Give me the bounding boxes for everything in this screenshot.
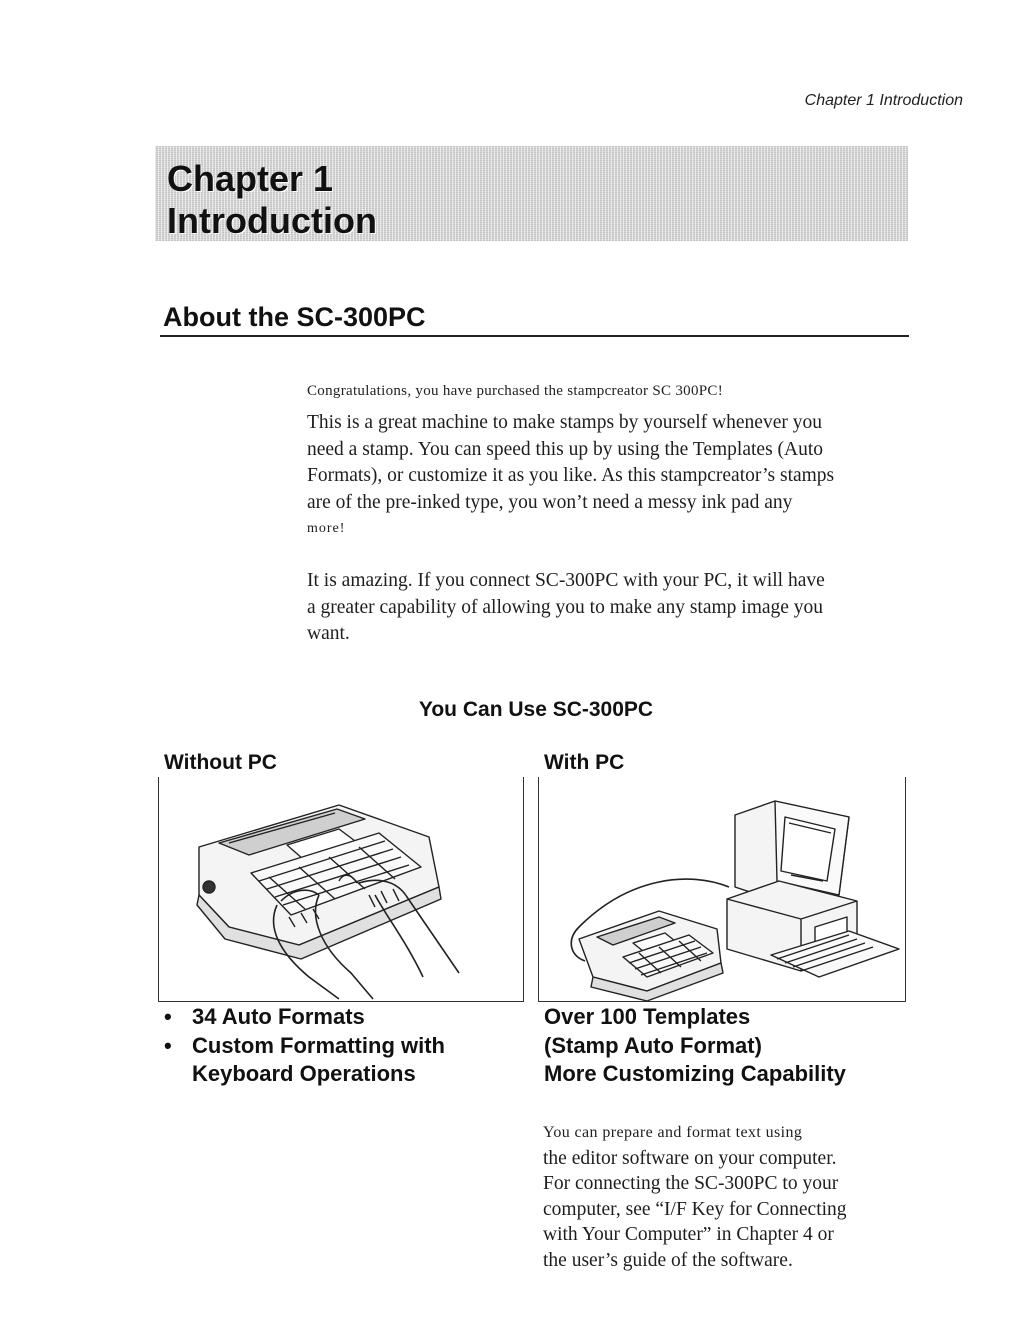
pc-connection-illustration [538,777,906,1002]
paragraph-line: are of the pre-inked type, you won’t need a messy ink pad any [307,491,793,513]
paragraph-line: the user’s guide of the software. [543,1249,793,1271]
paragraph-line: the editor software on your computer. [543,1147,837,1169]
running-header: Chapter 1 Introduction [804,92,963,109]
with-pc-paragraph [543,1120,903,1273]
paragraph-line: computer, see “I/F Key for Connecting [543,1198,847,1220]
section-rule [160,335,909,337]
intro-lead: Congratulations, you have purchased the stampcreator SC 300PC! [307,383,724,399]
paragraph-line: need a stamp. You can speed this up by using the Templates (Auto [307,438,824,460]
list-item [160,1032,530,1089]
chapter-number: Chapter 1 [167,158,334,199]
paragraph-line: a greater capability of allowing you to make any stamp image you [307,596,824,618]
with-pc-features [544,1003,914,1089]
paragraph-line: more! [307,521,346,536]
without-pc-heading: Without PC [164,751,277,774]
paragraph-line: want. [307,623,350,644]
without-pc-features [160,1003,530,1089]
feature-text: Custom Formatting with [192,1032,445,1058]
list-item [160,1003,530,1032]
paragraph-line: with Your Computer” in Chapter 4 or [543,1224,834,1245]
feature-text: 34 Auto Formats [192,1004,365,1029]
paragraph-line: It is amazing. If you connect SC-300PC with your PC, it will have [307,570,825,591]
typing-illustration [158,777,524,1002]
feature-text-continued: Keyboard Operations [192,1061,416,1086]
use-heading: You Can Use SC-300PC [418,698,654,721]
feature-text: More Customizing Capability [544,1061,846,1086]
feature-text: Over 100 Templates [544,1004,751,1029]
bullet-icon: • [164,1032,172,1058]
section-heading: About the SC-300PC [163,302,426,332]
paragraph-line: This is a great machine to make stamps by yourself whenever you [307,412,822,433]
paragraph-line: You can prepare and format text using [543,1124,803,1141]
computer-and-stampcreator-illustration [539,777,907,1002]
paragraph-line: For connecting the SC-300PC to your [543,1173,839,1194]
stampcreator-keyboard-illustration [159,777,525,1002]
feature-text: (Stamp Auto Format) [544,1032,762,1058]
chapter-title [167,158,377,242]
intro-paragraph-2 [307,568,907,648]
paragraph-line: Formats), or customize it as you like. As this stampcreator’s stamps [307,465,835,486]
chapter-name: Introduction [167,200,377,241]
with-pc-heading: With PC [544,751,625,774]
intro-paragraph-1 [307,410,907,543]
bullet-icon: • [164,1004,172,1029]
